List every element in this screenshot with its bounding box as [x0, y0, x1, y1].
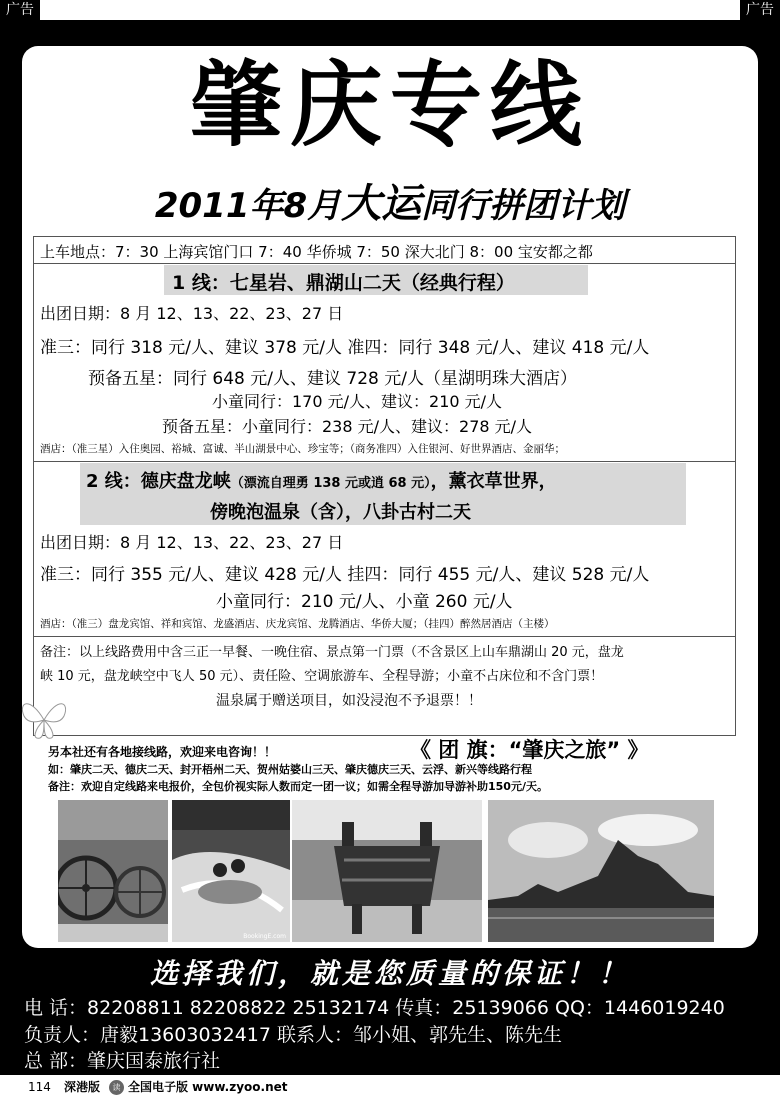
divider: [34, 263, 735, 264]
itinerary-table: [33, 236, 736, 736]
photo-bronze-cauldron: [292, 800, 482, 942]
route-examples: 如：肇庆二天、德庆二天、封开梧州二天、贺州姑婆山三天、肇庆德庆三天、云浮、新兴等线路行程: [48, 763, 532, 776]
page-footer: [0, 1075, 780, 1100]
subtitle-highlight: 大运: [341, 181, 422, 227]
slogan: 选择我们，就是您质量的保证！！: [149, 957, 630, 990]
line2-title-lavender: ，薰衣草世界，: [430, 471, 557, 492]
line1-dates: 出团日期：8 月 12、13、22、23、27 日: [40, 304, 344, 323]
line2-price-standard: 准三：同行 355 元/人、建议 428 元/人 挂四：同行 455 元/人、建议 528 元/人: [40, 565, 650, 585]
more-routes-note: 另本社还有各地接线路，欢迎来电咨询！！: [48, 745, 277, 759]
line1-title: 1 线：七星岩、鼎湖山二天（经典行程）: [172, 272, 515, 294]
photo-watermark: BookingE.com: [243, 933, 286, 940]
custom-route-note: 备注：欢迎自定线路来电报价，全包价视实际人数而定一团一议；如需全程导游加导游补助150元/天。: [48, 780, 548, 793]
contact-manager: 负责人：唐毅13603032417 联系人：邹小姐、郭先生、陈先生: [24, 1024, 563, 1046]
photo-waterwheels: [58, 800, 168, 942]
subtitle-date: 2011年8月: [154, 186, 342, 226]
headquarters: 总 部：肇庆国泰旅行社: [24, 1050, 221, 1072]
boarding-points: 上车地点：7：30 上海宾馆门口 7：40 华侨城 7：50 深大北门 8：00 宝安都之都: [40, 243, 593, 261]
divider: [34, 636, 735, 637]
contact-phone: 电 话：82208811 82208822 25132174 传真：25139066 QQ：1446019240: [24, 997, 725, 1019]
remarks-line-2: 峡 10 元，盘龙峡空中飞人 50 元）、责任险、空调旅游车、全程导游；小童不占床位和不含门票！: [40, 669, 604, 684]
photo-rafting: [172, 800, 290, 942]
line2-title-route: 2 线：德庆盘龙峡: [86, 471, 231, 492]
edition-label: 深港版: [64, 1080, 101, 1094]
ad-label-right: 广告: [740, 0, 780, 20]
divider: [34, 461, 735, 462]
edition-logo-icon: 读: [109, 1080, 124, 1095]
butterfly-icon: [16, 690, 72, 744]
line2-title: [86, 467, 557, 493]
line1-price-five-star: 预备五星：同行 648 元/人、建议 728 元/人（星湖明珠大酒店）: [88, 369, 577, 389]
line1-price-standard: 准三：同行 318 元/人、建议 378 元/人 准四：同行 348 元/人、建议 418 元/人: [40, 338, 650, 358]
line1-hotels: 酒店：（准三星）入住奥园、裕城、富诚、半山湖景中心、珍宝等；（商务准四）入住银河、好世界酒店、金丽华；: [40, 443, 565, 455]
remarks-line-3: 温泉属于赠送项目，如没浸泡不予退票！！: [216, 693, 482, 709]
line2-child-price: 小童同行：210 元/人、小童 260 元/人: [216, 592, 513, 612]
line2-title-second: 傍晚泡温泉（含），八卦古村二天: [210, 502, 471, 523]
ad-label-left: 广告: [0, 0, 40, 20]
tour-flag: 《 团 旗：“肇庆之旅” 》: [410, 738, 649, 762]
page-number: 114: [28, 1080, 51, 1094]
subtitle: [0, 182, 780, 228]
subtitle-plan: 同行拼团计划: [421, 186, 626, 226]
page-title: 肇庆专线: [189, 52, 590, 159]
line2-dates: 出团日期：8 月 12、13、22、23、27 日: [40, 533, 344, 552]
line1-child-five-star: 预备五星：小童同行：238 元/人、建议：278 元/人: [162, 417, 533, 436]
line1-child-price: 小童同行：170 元/人、建议：210 元/人: [212, 392, 503, 411]
site-link[interactable]: 全国电子版 www.zyoo.net: [128, 1080, 288, 1094]
remarks-line-1: 备注：以上线路费用中含三正一早餐、一晚住宿、景点第一门票（不含景区上山车鼎湖山 20 元，盘龙: [40, 645, 624, 660]
photo-karst-lake: [488, 800, 714, 942]
line2-rafting-note: （漂流自理勇 138 元或逍 68 元）: [230, 476, 431, 491]
line2-hotels: 酒店：（准三）盘龙宾馆、祥和宾馆、龙盛酒店、庆龙宾馆、龙腾酒店、华侨大厦；（挂四）醉然居酒店（主楼）: [40, 618, 555, 630]
